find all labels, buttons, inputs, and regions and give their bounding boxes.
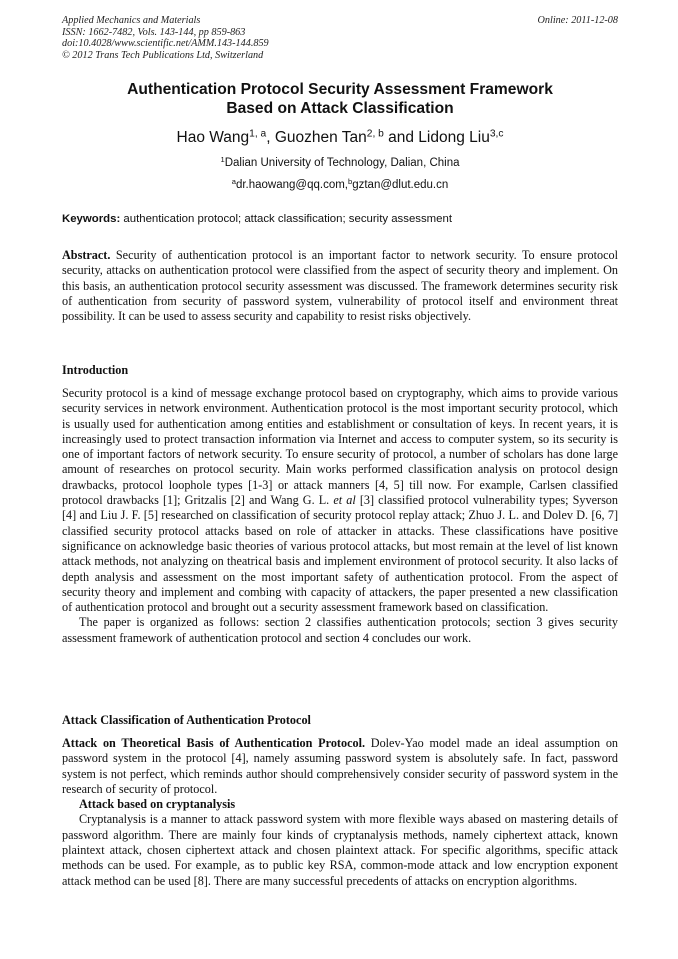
paragraph-text: [3] classified protocol vulnerability types; Syverson [4] and Liu J. F. [5] researched on classification of security protocol replay attack; Zhuo J. L. and Dolev D. [6, 7] classified security protocol attacks based on role of attacker in attacks. These classifications have positive significance on acknowledge basic theories of various protocol attacks, but most remain at the level of list known attack methods, not analyzing on theatrical basis and implement environment of protocol security. It also lacks of depth analysis and assessment on the most important safety of authentication protocol. From the aspect of security theory and implement and combing with capacity of attackers, the paper presented a new classification of authentication protocol and brought out a security assessment framework based on classification. (62, 493, 618, 615)
keywords (62, 212, 618, 226)
author-name: Hao Wang (176, 129, 250, 146)
paragraph-text: Dolev-Yao model made an ideal assumption on password system in the protocol [4], namely assuming password system is absolutely safe. In fact, password system is not perfect, which reminds author should comprehensively consider security of password system in the research of security of protocol. (62, 736, 619, 796)
affiliation (62, 156, 618, 170)
abstract-text: Security of authentication protocol is an important factor to network security. To ensure protocol security, attacks on authentication protocol were classified from the aspect of security theory and implement. On this basis, an authentication protocol security assessment was discussed. The framework determines security risk of authentication from security of password system, vulnerability of protocol itself and environment threat possibility. It can be used to assess security and capability to resist risks objectively. (62, 248, 618, 324)
journal-header (62, 15, 618, 61)
paragraph: Cryptanalysis is a manner to attack password system with more flexible ways abased on mastering details of password algorithm. There are mainly four kinds of cryptanalysis methods, namely ciphertext attack, known plaintext attack, chosen ciphertext attack and chosen plaintext attack. For specific algorithms, specific attack methods can be used. For example, as to public key RSA, common-mode attack and low encryption exponent attack method can be used [8]. There are many successful precedents of attacks on encryption algorithms. (62, 812, 618, 888)
author-superscript: 3,c (489, 128, 504, 140)
author-list (62, 129, 618, 147)
author-name: , Guozhen Tan (266, 129, 367, 146)
doi-line: doi:10.4028/www.scientific.net/AMM.143-144.859 (62, 38, 269, 50)
online-date: Online: 2011-12-08 (537, 15, 618, 26)
author-name: and Lidong Liu (383, 129, 490, 146)
abstract-label: Abstract. (62, 248, 111, 262)
journal-name: Applied Mechanics and Materials (62, 15, 201, 26)
subsection-heading: Attack based on cryptanalysis (79, 797, 236, 812)
paper-title (62, 80, 618, 118)
introduction-body (62, 386, 618, 646)
title-line-2: Based on Attack Classification (226, 100, 454, 117)
author-superscript: 1, a (249, 128, 267, 140)
issn-line: ISSN: 1662-7482, Vols. 143-144, pp 859-863 (62, 26, 246, 38)
et-al-italic: et al (333, 493, 356, 508)
copyright-line: © 2012 Trans Tech Publications Ltd, Switzerland (62, 49, 264, 61)
email-link[interactable]: gztan@dlut.edu.cn (352, 179, 449, 191)
paragraph (62, 386, 618, 615)
section-heading-attack-classification: Attack Classification of Authentication Protocol (62, 713, 311, 727)
section2-body (62, 736, 618, 889)
paragraph (62, 736, 618, 797)
affiliation-text: Dalian University of Technology, Dalian, China (224, 157, 460, 169)
paragraph: The paper is organized as follows: section 2 classifies authentication protocols; section 3 gives security assessment framework of authentication protocol and section 4 concludes our work. (62, 615, 618, 645)
email-superscript: b (347, 176, 353, 186)
affiliation-superscript: 1 (220, 154, 225, 164)
email-link[interactable]: dr.haowang@qq.com, (235, 179, 348, 191)
keywords-text: authentication protocol; attack classification; security assessment (120, 213, 452, 225)
author-emails (62, 178, 618, 192)
abstract (62, 248, 618, 324)
run-in-heading: Attack on Theoretical Basis of Authentication Protocol. (62, 736, 366, 750)
keywords-label: Keywords: (62, 213, 121, 225)
email-superscript: a (231, 176, 236, 186)
paragraph-text: Security protocol is a kind of message exchange protocol based on cryptography, which aims to provide various security services in network environment. Authentication protocol is the most important security protocol, which is usually used for authentication among entities and establishment or consultation of keys. In recent years, it is increasingly used to protect transaction information via Internet and access to computer system, so its security is one of important factors of network security. To ensure security of protocol, a number of scholars has done large amount of researches on protocol security. Main works performed classification analysis on protocol design drawbacks, protocol loophole types [1-3] or attack manners [4, 5] till now. For example, Carlsen classified protocol drawbacks [1]; Gritzalis [2] and Wang G. L. (62, 386, 618, 508)
title-line-1: Authentication Protocol Security Assessment Framework (127, 81, 553, 98)
section-heading-introduction: Introduction (62, 363, 129, 377)
author-superscript: 2, b (366, 128, 384, 140)
